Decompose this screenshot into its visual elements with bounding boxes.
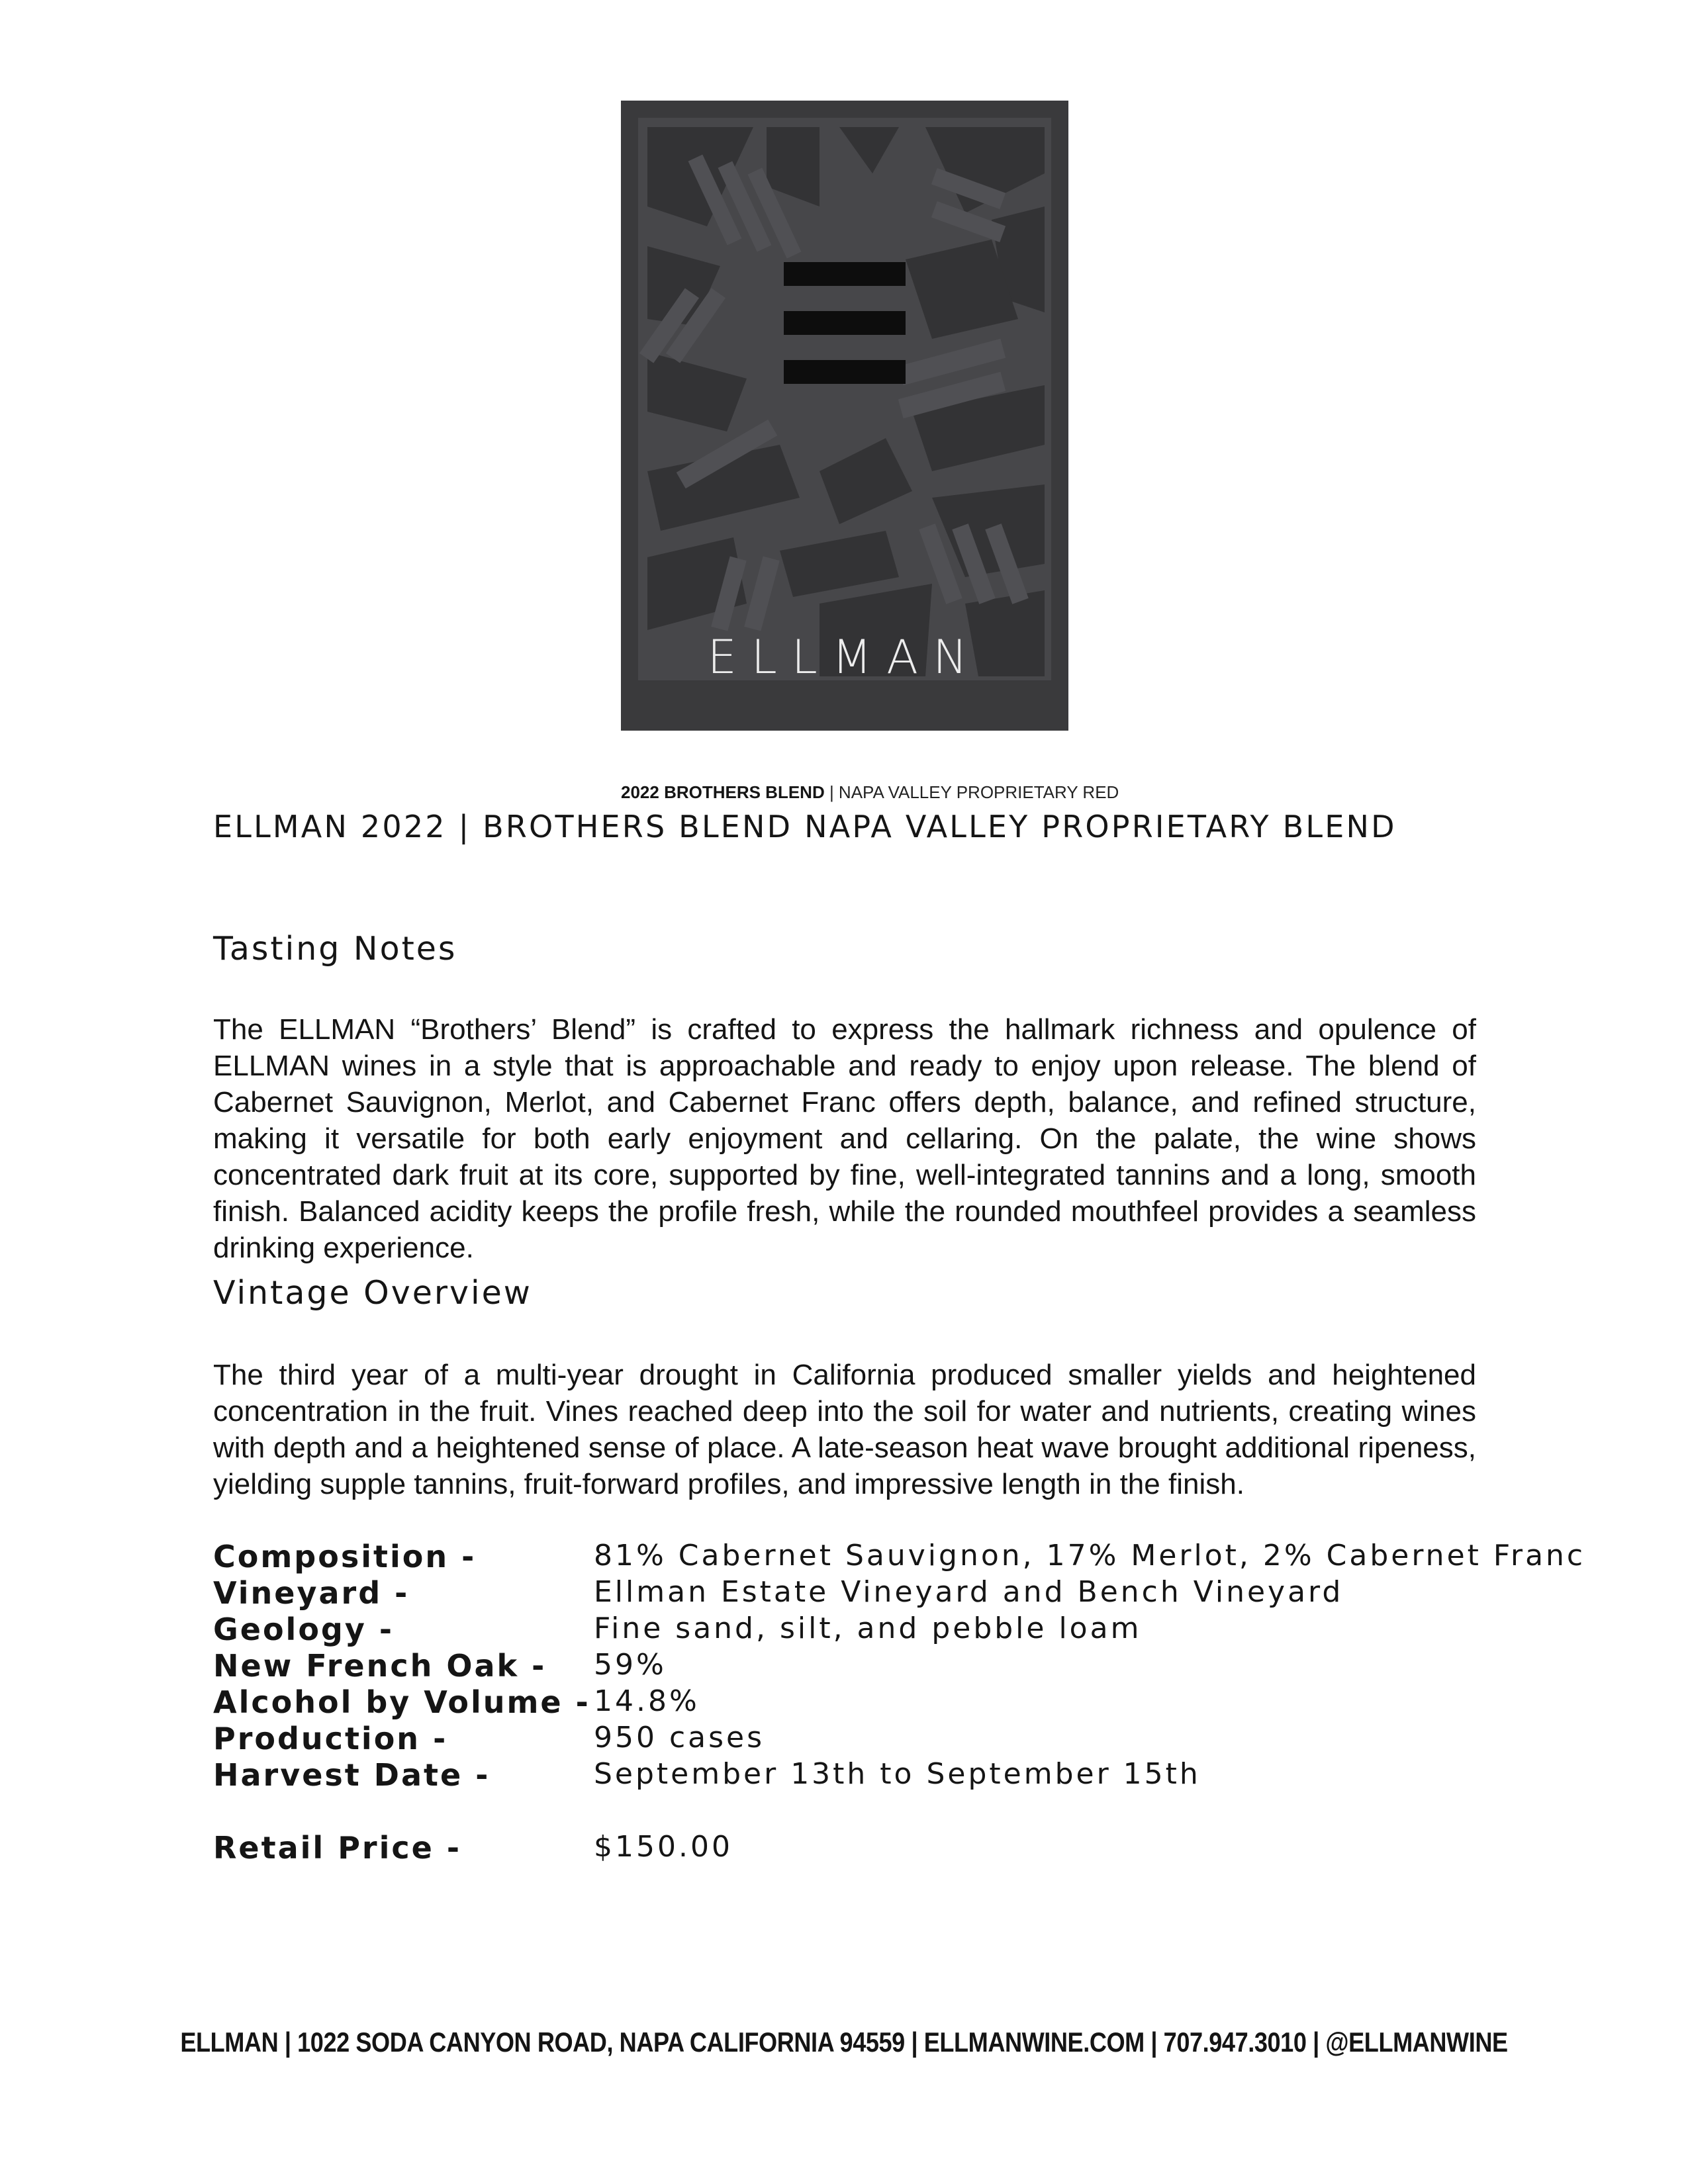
spec-value: Ellman Estate Vineyard and Bench Vineyard [594, 1575, 1344, 1609]
spec-value: Fine sand, silt, and pebble loam [594, 1612, 1142, 1645]
spec-value: 81% Cabernet Sauvignon, 17% Merlot, 2% Cabernet Franc [594, 1539, 1586, 1572]
spec-label: Composition - [213, 1539, 477, 1574]
tasting-notes-text: The ELLMAN “Brothers’ Blend” is crafted to express the hallmark richness and opulence of ELLMAN wines in a style that is approachable and ready to enjoy upon release. The blend of Cabernet Sauvignon, Merlot, and Cabernet Franc offers depth, balance, and refined structure, making it versatile for both early enjoyment and cellaring. On the palate, the wine shows concentrated dark fruit at its core, supported by fine, well-integrated tannins and a long, smooth finish. Balanced acidity keeps the profile fresh, while the rounded mouthfeel provides a seamless drinking experience. [213, 1013, 1476, 1264]
page-title: ELLMAN 2022 | BROTHERS BLEND NAPA VALLEY PROPRIETARY BLEND [213, 809, 1397, 844]
tasting-notes-heading: Tasting Notes [213, 930, 457, 968]
label-wordmark: ELLMAN [707, 630, 982, 684]
spec-label: Alcohol by Volume - [213, 1684, 590, 1720]
vintage-overview-text: The third year of a multi-year drought in California produced smaller yields and heightened concentration in the fruit. Vines reached deep into the soil for water and nutrients, creating wines with depth and a heightened sense of place. A late-season heat wave brought additional ripeness, yielding supple tannins, fruit-forward profiles, and impressive length in the finish. [213, 1359, 1476, 1500]
spec-value: September 13th to September 15th [594, 1757, 1201, 1791]
footer-contact: ELLMAN | 1022 SODA CANYON ROAD, NAPA CALIFORNIA 94559 | ELLMANWINE.COM | 707.947.3010 | @ELLMANWINE [180, 2026, 1508, 2058]
wine-label-image [621, 101, 1119, 802]
retail-price-label: Retail Price - [213, 1830, 461, 1866]
vintage-overview-heading: Vintage Overview [213, 1274, 532, 1312]
spec-label: Vineyard - [213, 1575, 410, 1611]
label-caption [621, 782, 1119, 803]
spec-value: 14.8% [594, 1684, 700, 1718]
spec-label: Geology - [213, 1612, 394, 1647]
label-bars [784, 262, 906, 384]
spec-label: New French Oak - [213, 1648, 547, 1684]
label-caption-vintage: 2022 BROTHERS BLEND [621, 782, 825, 802]
label-caption-type: | NAPA VALLEY PROPRIETARY RED [824, 782, 1119, 802]
spec-label: Production - [213, 1721, 448, 1756]
retail-price-value: $150.00 [594, 1830, 733, 1864]
spec-value: 950 cases [594, 1721, 765, 1754]
spec-label: Harvest Date - [213, 1757, 491, 1793]
spec-value: 59% [594, 1648, 667, 1682]
